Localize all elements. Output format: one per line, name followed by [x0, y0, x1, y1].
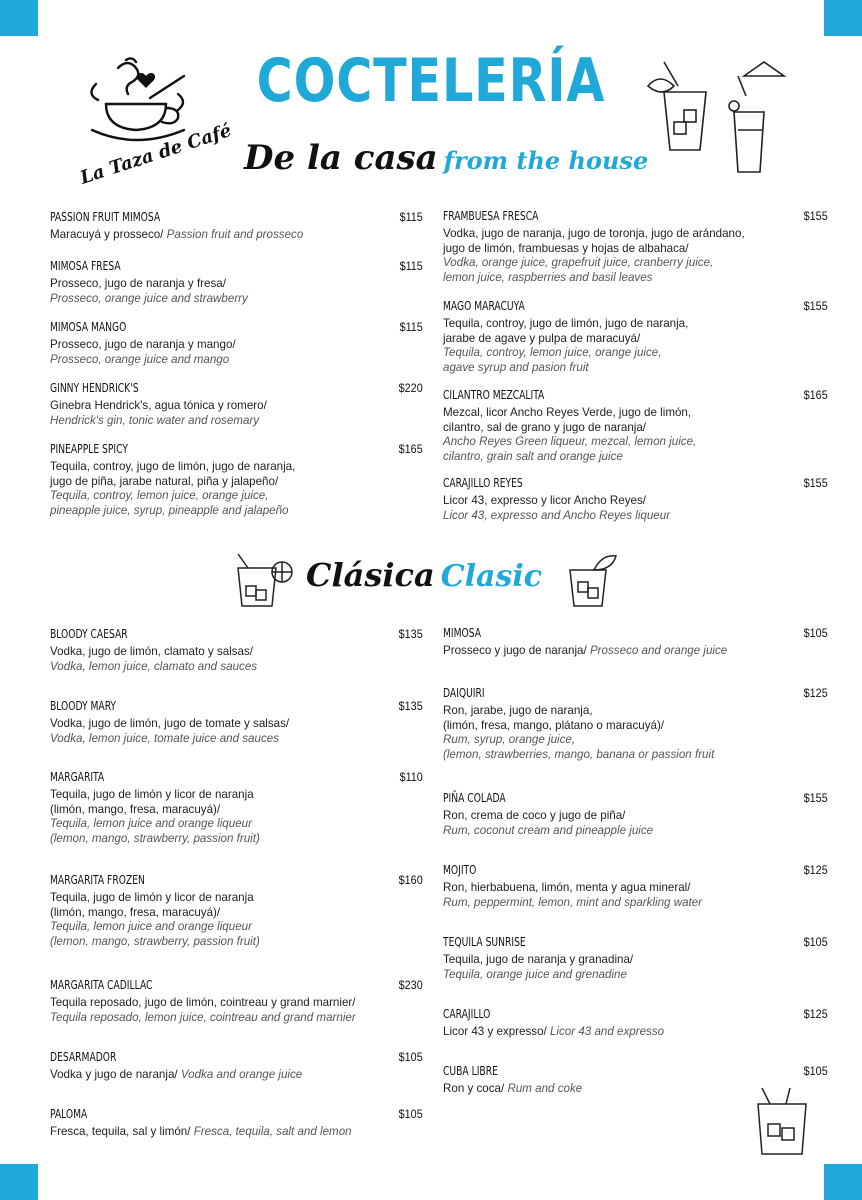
item-name-text: MOJITO [443, 863, 477, 877]
description-spanish: Tequila, controy, jugo de limón, jugo de naranja, [443, 317, 689, 330]
item-name-text: BLOODY CAESAR [50, 627, 128, 641]
description-spanish: jugo de piña, jarabe natural, piña y jalapeño/ [50, 474, 279, 488]
item-name-text: DESARMADOR [50, 1050, 117, 1064]
description-english: Tequila, orange juice and grenadine [443, 967, 627, 981]
item-name-text: GINNY HENDRICK'S [50, 381, 139, 395]
item-name-text: BLOODY MARY [50, 699, 117, 713]
menu-item [443, 791, 828, 838]
item-price: $115 [399, 210, 423, 224]
classic-title-english: Clasic [440, 559, 543, 594]
description-english: (lemon, mango, strawberry, passion fruit) [50, 934, 260, 948]
item-description [443, 406, 823, 464]
description-spanish: Ron, crema de coco y jugo de piña/ [443, 809, 626, 822]
description-spanish: Fresca, tequila, sal y limón/ [50, 1125, 194, 1138]
description-spanish: Mezcal, licor Ancho Reyes Verde, jugo de limón, [443, 406, 692, 419]
item-name [50, 259, 430, 273]
item-price: $125 [803, 1007, 828, 1021]
description-english: Tequila, controy, lemon juice, orange juice, [443, 346, 662, 359]
description-spanish: (limón, mango, fresa, maracuyá)/ [50, 905, 221, 919]
item-name-text: MIMOSA FRESA [50, 259, 121, 273]
description-english: Hendrick's gin, tonic water and rosemary [50, 413, 260, 427]
menu-item [50, 770, 430, 846]
description-english: lemon juice, raspberries and basil leaves [443, 270, 653, 284]
description-spanish: Ron, hierbabuena, limón, menta y agua mineral/ [443, 881, 691, 894]
description-english: Fresca, tequila, salt and lemon [193, 1125, 352, 1138]
menu-item [443, 626, 828, 659]
section-subtitle-house [244, 138, 648, 178]
item-name-text: MAGO MARACUYA [443, 299, 525, 313]
subtitle-english: from the house [443, 146, 649, 175]
item-description [50, 788, 430, 846]
item-name [443, 1007, 823, 1021]
item-price: $155 [803, 209, 828, 223]
corner-accent-bottom-right [824, 1164, 862, 1200]
description-spanish: Prosseco, jugo de naranja y mango/ [50, 338, 236, 351]
description-spanish: Vodka, jugo de limón, jugo de tomate y salsas/ [50, 717, 290, 730]
item-name [50, 978, 430, 992]
item-description [50, 717, 430, 746]
item-name [443, 791, 823, 805]
description-english: pineapple juice, syrup, pineapple and jalapeño [50, 503, 289, 517]
item-description [443, 227, 823, 285]
description-spanish: Vodka, jugo de limón, clamato y salsas/ [50, 645, 253, 658]
menu-item [443, 1064, 828, 1097]
item-price: $230 [398, 978, 423, 992]
menu-item [443, 476, 828, 523]
item-price: $135 [398, 699, 423, 713]
description-english: Rum, peppermint, lemon, mint and sparkling water [443, 895, 703, 909]
description-spanish: Tequila, jugo de limón y licor de naranja [50, 891, 254, 904]
item-price: $115 [399, 259, 423, 273]
item-name [443, 686, 823, 700]
item-description [50, 277, 430, 306]
item-price: $155 [803, 299, 828, 313]
item-name [50, 381, 430, 395]
description-english: Vodka, lemon juice, tomate juice and sauces [50, 731, 279, 745]
item-description [50, 460, 430, 518]
description-english: Prosseco, orange juice and strawberry [50, 291, 248, 305]
menu-item [443, 209, 828, 285]
item-name-text: PALOMA [50, 1107, 88, 1121]
logo-text: La Taza de Café [77, 120, 235, 189]
description-spanish: Tequila, jugo de limón y licor de naranja [50, 788, 254, 801]
description-spanish: cilantro, sal de grano y jugo de naranja/ [443, 420, 647, 434]
description-spanish: Vodka y jugo de naranja/ [50, 1068, 181, 1081]
item-description [50, 338, 430, 367]
menu-item [50, 210, 430, 243]
item-name-text: MARGARITA FROZEN [50, 873, 145, 887]
description-english: Rum, syrup, orange juice, [443, 733, 576, 746]
description-english: Tequila, controy, lemon juice, orange juice, [50, 489, 269, 502]
item-name [50, 320, 430, 334]
item-name [50, 1107, 430, 1121]
description-english: Tequila, lemon juice and orange liqueur [50, 920, 252, 933]
item-price: $105 [398, 1050, 423, 1064]
description-english: cilantro, grain salt and orange juice [443, 449, 623, 463]
item-name-text: PASSION FRUIT MIMOSA [50, 210, 161, 224]
menu-item [50, 381, 430, 428]
description-english: Licor 43 and expresso [549, 1025, 665, 1038]
item-description [443, 644, 823, 659]
item-name-text: CARAJILLO [443, 1007, 491, 1021]
page-title: COCTELERÍA [256, 46, 606, 116]
item-description [443, 881, 823, 910]
item-name-text: MARGARITA CADILLAC [50, 978, 153, 992]
item-price: $160 [398, 873, 423, 887]
item-price: $105 [803, 1064, 828, 1078]
item-description [443, 704, 823, 762]
item-name-text: FRAMBUESA FRESCA [443, 209, 539, 223]
item-name [50, 873, 430, 887]
item-name [443, 299, 823, 313]
item-name [50, 1050, 430, 1064]
corner-accent-top-left [0, 0, 38, 36]
item-name-text: PIÑA COLADA [443, 791, 506, 805]
item-price: $155 [803, 791, 828, 805]
menu-item [443, 299, 828, 375]
description-english: Licor 43, expresso and Ancho Reyes liqueur [443, 508, 671, 522]
item-description [50, 891, 430, 949]
description-english: agave syrup and pasion fruit [443, 360, 589, 374]
item-description [443, 953, 823, 982]
description-english: Ancho Reyes Green liqueur, mezcal, lemon juice, [443, 435, 697, 448]
menu-item [50, 873, 430, 949]
description-spanish: Maracuyá y prosseco/ [50, 228, 167, 241]
description-spanish: Prosseco y jugo de naranja/ [443, 644, 590, 657]
item-description [443, 1082, 823, 1097]
description-spanish: (limón, fresa, mango, plátano o maracuyá)/ [443, 718, 665, 732]
item-name-text: MIMOSA MANGO [50, 320, 127, 334]
ice-glass-icon [750, 1086, 816, 1158]
menu-item [50, 1107, 430, 1140]
section-title-classic [306, 556, 542, 594]
item-name-text: PINEAPPLE SPICY [50, 442, 128, 456]
description-spanish: Licor 43, expresso y licor Ancho Reyes/ [443, 494, 646, 507]
item-name [443, 863, 823, 877]
item-description [50, 399, 430, 428]
subtitle-spanish: De la casa [244, 138, 438, 178]
item-price: $115 [399, 320, 423, 334]
item-price: $105 [803, 935, 828, 949]
description-english: (lemon, mango, strawberry, passion fruit) [50, 831, 260, 845]
item-price: $125 [803, 686, 828, 700]
description-english: Tequila reposado, lemon juice, cointreau and grand marnier [50, 1010, 356, 1024]
item-price: $220 [398, 381, 423, 395]
item-price: $110 [399, 770, 423, 784]
item-description [50, 1068, 430, 1083]
description-english: Vodka, orange juice, grapefruit juice, cranberry juice, [443, 256, 714, 269]
item-name [50, 442, 430, 456]
item-price: $155 [803, 476, 828, 490]
item-description [443, 809, 823, 838]
description-spanish: Ron, jarabe, jugo de naranja, [443, 704, 593, 717]
item-name [443, 935, 823, 949]
item-price: $105 [803, 626, 828, 640]
item-description [50, 1125, 430, 1140]
description-spanish: Tequila, jugo de naranja y granadina/ [443, 953, 634, 966]
item-name [443, 476, 823, 490]
item-name [50, 770, 430, 784]
item-name [443, 1064, 823, 1078]
corner-accent-top-right [824, 0, 862, 36]
item-price: $125 [803, 863, 828, 877]
item-description [443, 1025, 823, 1040]
item-price: $105 [398, 1107, 423, 1121]
description-english: (lemon, strawberries, mango, banana or passion fruit [443, 747, 715, 761]
item-name [50, 627, 430, 641]
description-spanish: Prosseco, jugo de naranja y fresa/ [50, 277, 226, 290]
item-price: $165 [398, 442, 423, 456]
menu-item [443, 863, 828, 910]
item-name [50, 699, 430, 713]
description-spanish: Tequila, controy, jugo de limón, jugo de naranja, [50, 460, 296, 473]
menu-item [50, 699, 430, 746]
item-description [443, 317, 823, 375]
cocktail-glasses-icon [638, 56, 788, 180]
mint-glass-icon [564, 552, 620, 610]
item-price: $135 [398, 627, 423, 641]
classic-title-spanish: Clásica [306, 556, 435, 594]
description-spanish: Licor 43 y expresso/ [443, 1025, 550, 1038]
description-english: Rum and coke [507, 1082, 583, 1095]
description-spanish: Tequila reposado, jugo de limón, cointreau y grand marnier/ [50, 996, 356, 1009]
item-name-text: CUBA LIBRE [443, 1064, 498, 1078]
item-name [50, 210, 430, 224]
description-spanish: Ron y coca/ [443, 1082, 508, 1095]
description-english: Rum, coconut cream and pineapple juice [443, 823, 654, 837]
item-name-text: MARGARITA [50, 770, 105, 784]
item-description [50, 228, 430, 243]
description-english: Prosseco, orange juice and mango [50, 352, 230, 366]
item-name-text: CILANTRO MEZCALITA [443, 388, 545, 402]
menu-item [50, 259, 430, 306]
item-description [50, 996, 430, 1025]
description-spanish: jugo de limón, frambuesas y hojas de albahaca/ [443, 241, 689, 255]
menu-item [443, 935, 828, 982]
item-name-text: TEQUILA SUNRISE [443, 935, 526, 949]
menu-item [50, 442, 430, 518]
description-english: Prosseco and orange juice [589, 644, 728, 657]
lemon-glass-icon [228, 552, 294, 610]
item-description [50, 645, 430, 674]
description-spanish: Ginebra Hendrick's, agua tónica y romero/ [50, 399, 267, 412]
description-english: Tequila, lemon juice and orange liqueur [50, 817, 252, 830]
menu-item [50, 320, 430, 367]
item-name-text: DAIQUIRI [443, 686, 485, 700]
item-name-text: MIMOSA [443, 626, 482, 640]
item-name [443, 209, 823, 223]
item-name-text: CARAJILLO REYES [443, 476, 523, 490]
corner-accent-bottom-left [0, 1164, 38, 1200]
description-spanish: jarabe de agave y pulpa de maracuyá/ [443, 331, 641, 345]
item-description [443, 494, 823, 523]
description-spanish: Vodka, jugo de naranja, jugo de toronja, jugo de arándano, [443, 227, 745, 240]
menu-item [50, 978, 430, 1025]
menu-item [443, 1007, 828, 1040]
menu-item [443, 388, 828, 464]
description-english: Vodka, lemon juice, clamato and sauces [50, 659, 258, 673]
item-price: $165 [803, 388, 828, 402]
description-spanish: (limón, mango, fresa, maracuyá)/ [50, 802, 221, 816]
menu-item [50, 627, 430, 674]
description-english: Passion fruit and prosseco [166, 228, 304, 241]
item-name [443, 388, 823, 402]
item-name [443, 626, 823, 640]
menu-item [50, 1050, 430, 1083]
menu-item [443, 686, 828, 762]
description-english: Vodka and orange juice [180, 1068, 303, 1081]
